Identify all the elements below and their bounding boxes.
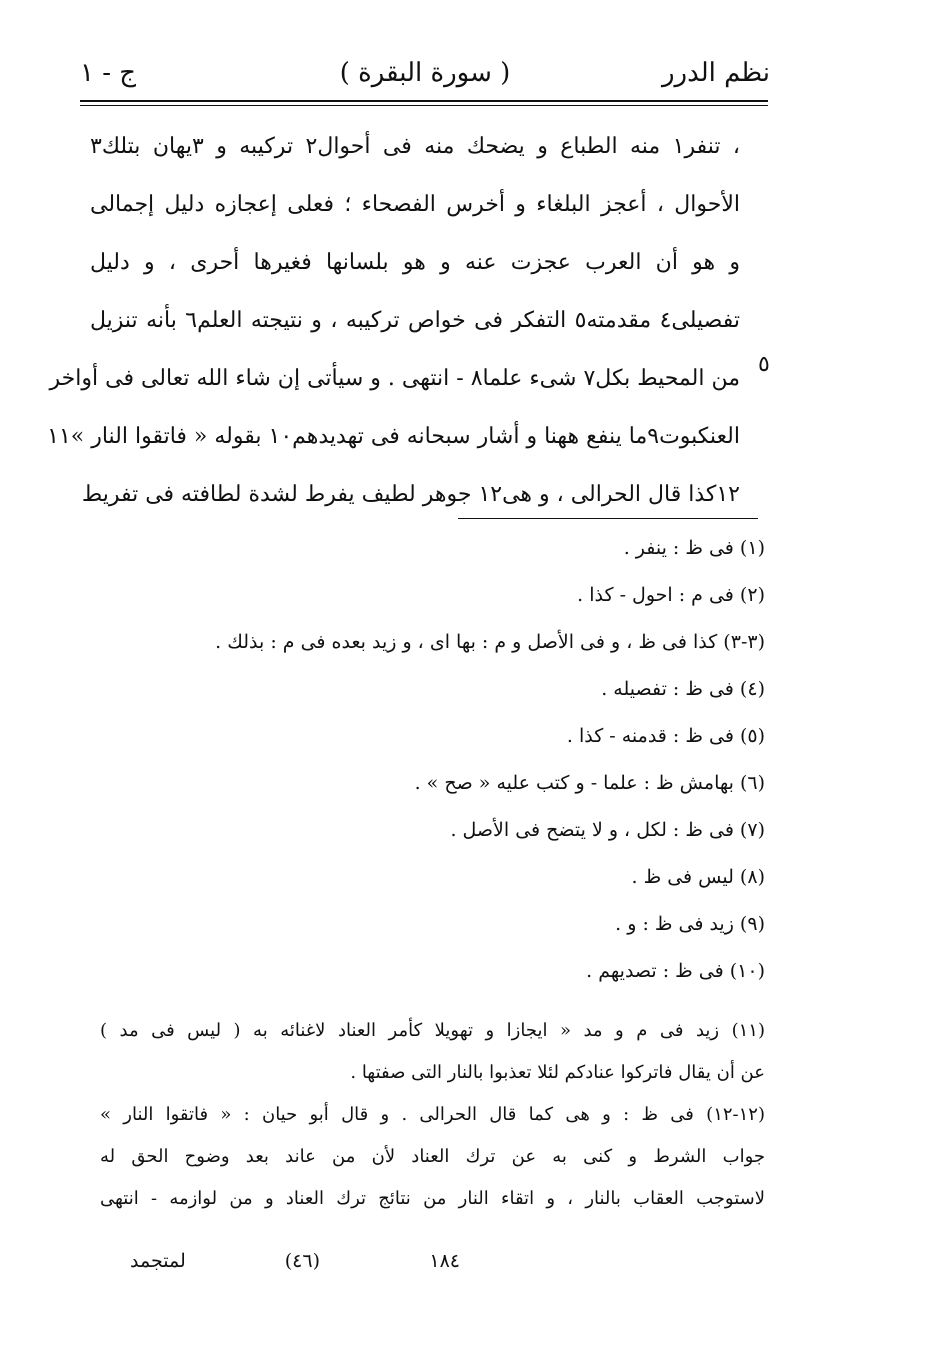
footnote-line: (١١) زيد فى م و مد « ايجازا و تهويلا كأمر العناد لاغنائه به ( ليس فى مد )	[100, 1020, 765, 1041]
volume-label: ج - ١	[80, 58, 137, 88]
footnote: (٧) فى ظ : لكل ، و لا يتضح فى الأصل .	[450, 819, 765, 841]
footnote: (٤) فى ظ : تفصيله .	[601, 678, 765, 700]
footnote: (٨) ليس فى ظ .	[631, 866, 765, 888]
surah-title: ( سورة البقرة )	[339, 58, 511, 88]
main-text	[47, 118, 741, 524]
page-footer	[130, 1250, 460, 1280]
header-rule	[80, 100, 768, 106]
sheet-number: (٤٦)	[284, 1250, 320, 1272]
text-line: العنكبوت٩ما ينفع ههنا و أشار سبحانه فى تهديدهم١٠ بقوله « فاتقوا النار »١١	[47, 424, 740, 449]
footnote: (٩) زيد فى ظ : و .	[615, 913, 765, 935]
footnote: (٥) فى ظ : قدمنه - كذا .	[566, 725, 765, 747]
footnote: (٦) بهامش ظ : علما - و كتب عليه « صح » .	[414, 772, 765, 794]
footnote-line: (١٢-١٢) فى ظ : و هى كما قال الحرالى . و قال أبو حيان : « فاتقوا النار »	[100, 1104, 765, 1125]
footnote-line: لاستوجب العقاب بالنار ، و اتقاء النار من نتائج ترك العناد و من لوازمه - انتهى	[100, 1188, 765, 1209]
footnote-rule	[458, 518, 758, 519]
footnotes	[100, 526, 765, 996]
text-line: ١٢كذا قال الحرالى ، و هى١٢ جوهر لطيف يفرط لشدة لطافته فى تفريط	[81, 482, 740, 507]
long-footnotes	[100, 1010, 765, 1220]
footnote: (٣-٣) كذا فى ظ ، و فى الأصل و م : بها اى ، و زيد بعده فى م : بذلك .	[215, 631, 765, 653]
footnote-line: عن أن يقال فاتركوا عنادكم لئلا تعذبوا بالنار التى صفتها .	[350, 1062, 765, 1083]
page-number: ١٨٤	[429, 1250, 460, 1272]
book-title: نظم الدرر	[661, 58, 770, 88]
text-line: الأحوال ، أعجز البلغاء و أخرس الفصحاء ؛ فعلى إعجازه دليل إجمالى	[90, 192, 740, 217]
text-line: من المحيط بكل٧ شىء علما٨ - انتهى . و سيأتى إن شاء الله تعالى فى أواخر	[49, 366, 740, 391]
line-number: ٥	[758, 352, 770, 377]
text-line: تفصيلى٤ مقدمته٥ التفكر فى خواص تركيبه ، و نتيجته العلم٦ بأنه تنزيل	[90, 308, 741, 333]
footnote: (٢) فى م : احول - كذا .	[577, 584, 765, 606]
footnote: (١٠) فى ظ : تصديهم .	[586, 960, 765, 982]
page-header	[80, 58, 770, 102]
signature-mark: لمتجمد	[130, 1250, 186, 1272]
text-line: و هو أن العرب عجزت عنه و هو بلسانها فغيرها أحرى ، و دليل	[90, 250, 740, 275]
footnote-line: جواب الشرط و كنى به عن ترك العناد لأن من عاند بعد وضوح الحق له	[100, 1146, 765, 1167]
footnote: (١) فى ظ : ينفر .	[623, 537, 765, 559]
text-line: ، تنفر١ منه الطباع و يضحك منه فى أحوال٢ تركيبه و ٣يهان بتلك٣	[90, 134, 741, 159]
